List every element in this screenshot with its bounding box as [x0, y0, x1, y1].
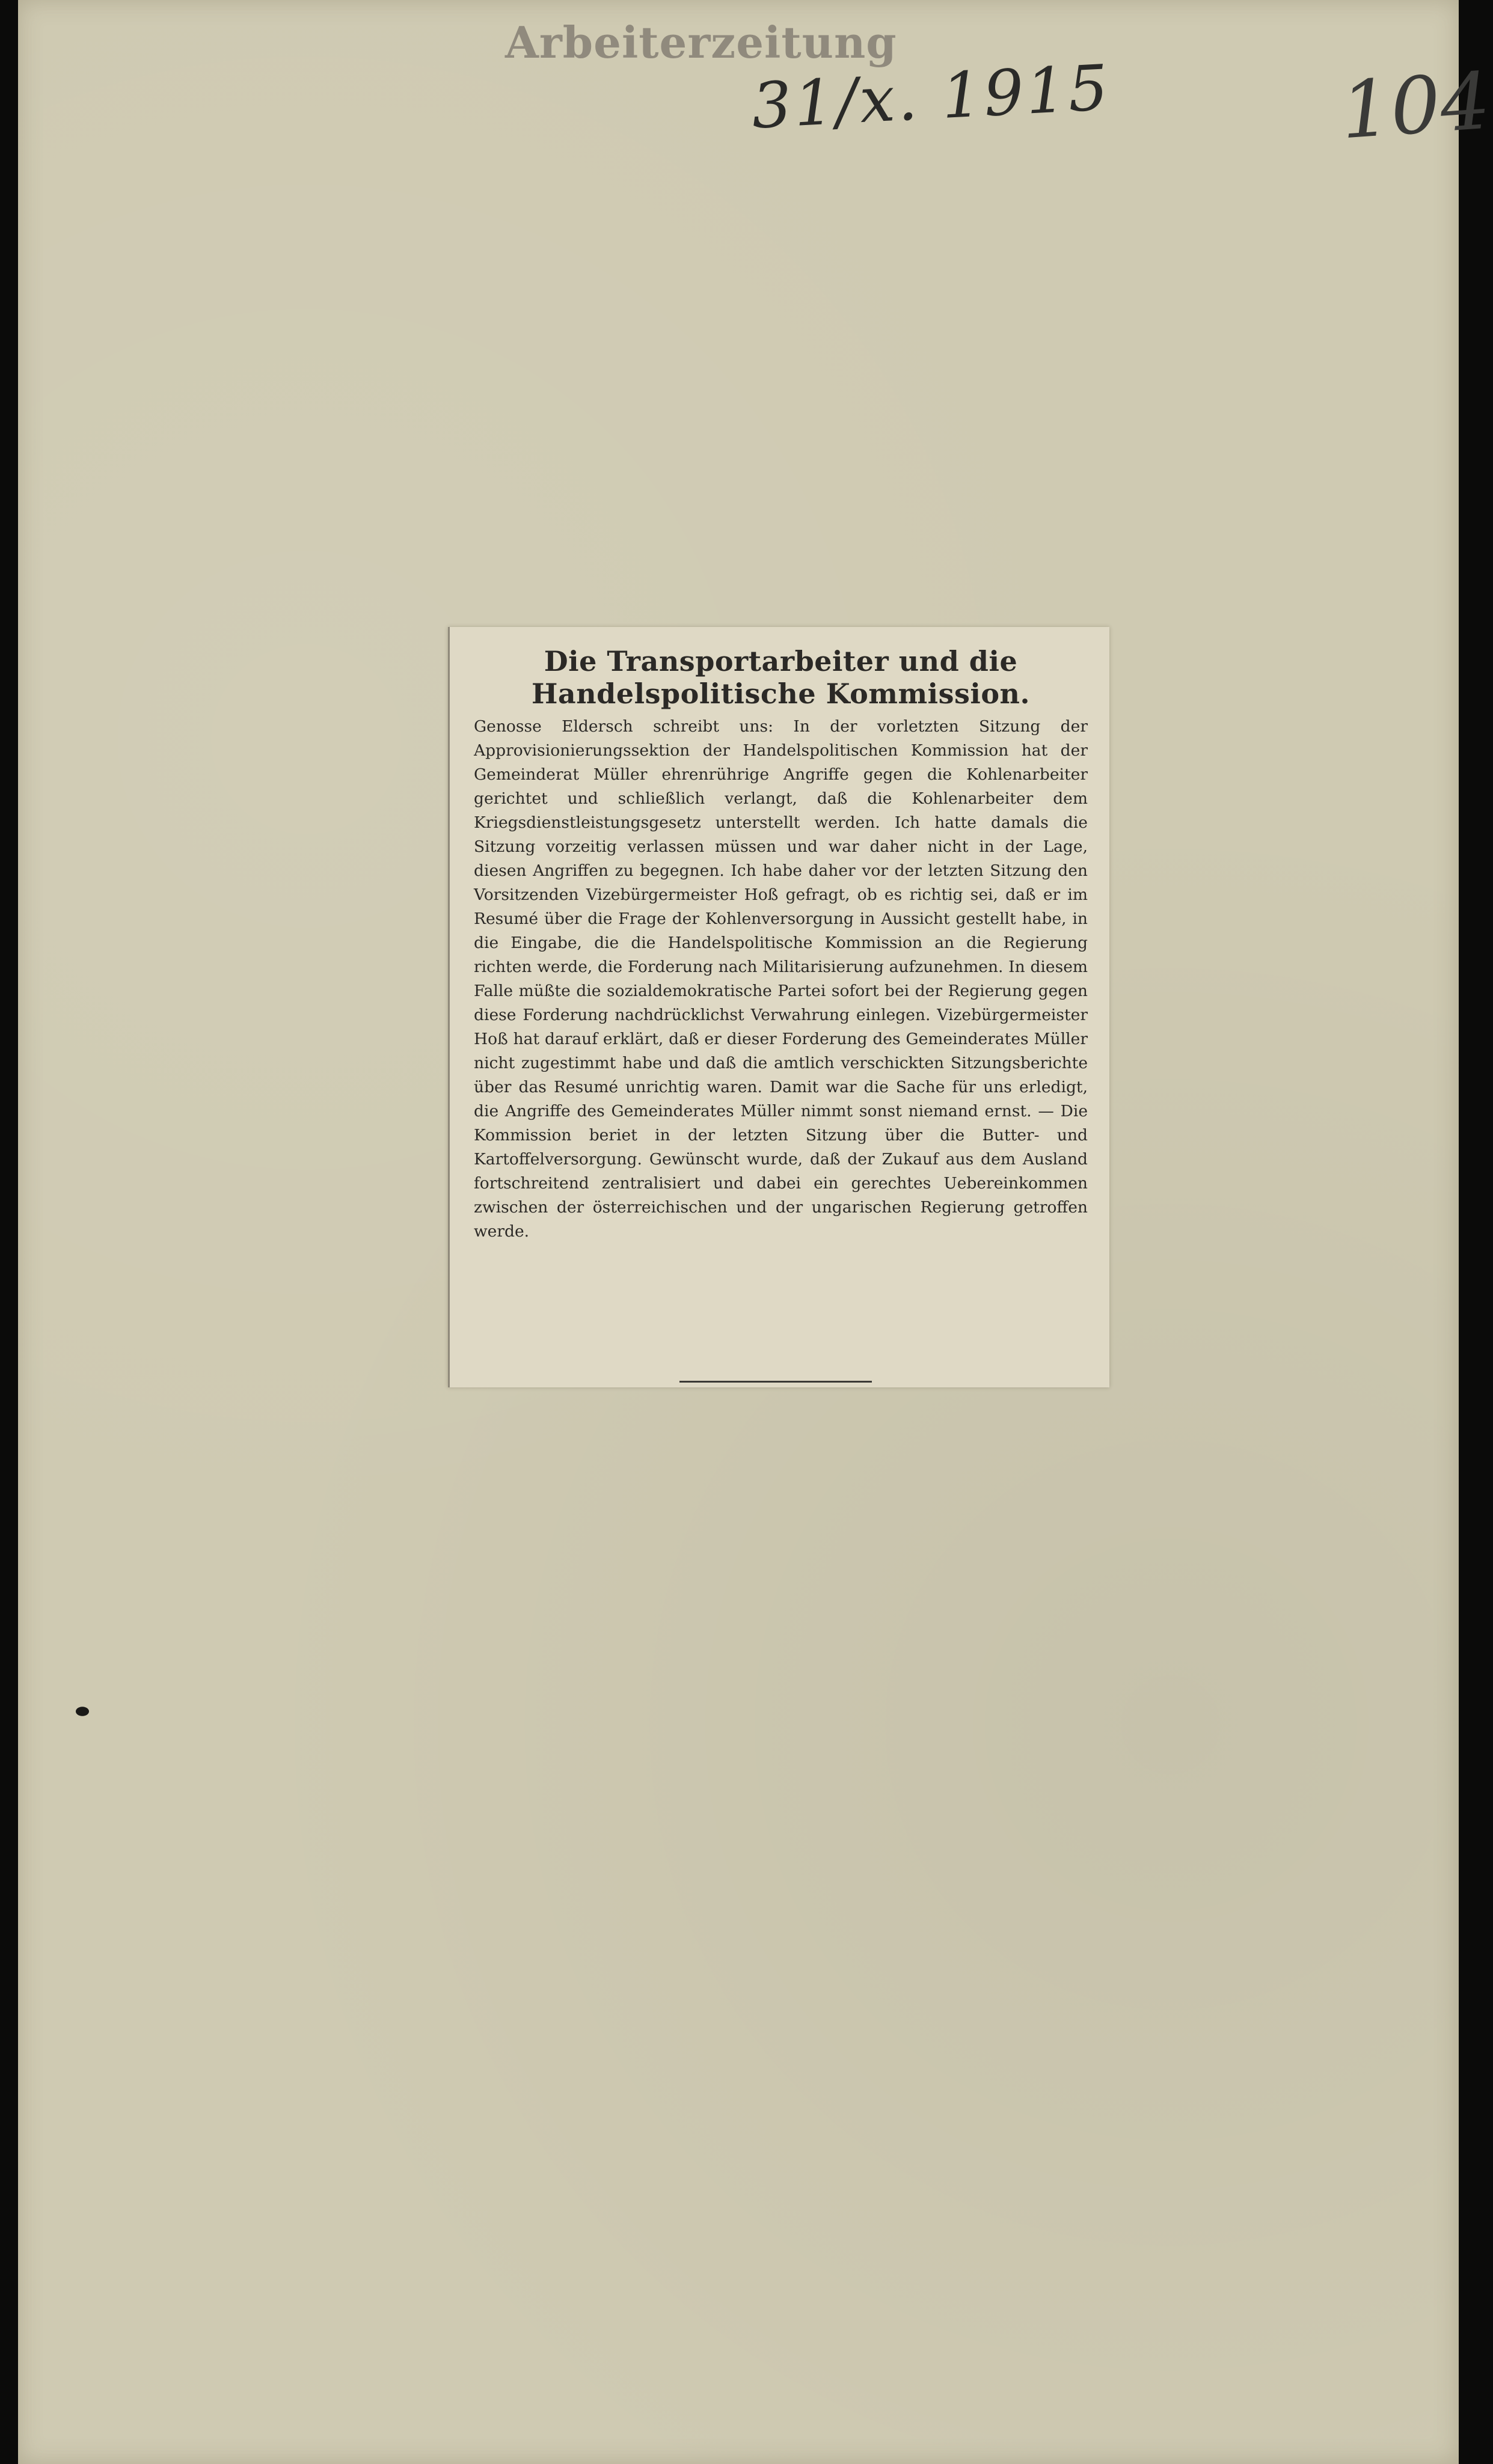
- folio-number: 104: [1338, 55, 1493, 157]
- article-body: Genosse Eldersch schreibt uns: In der vorletzten Sitzung der Approvisionierungssektion der Handelspolitischen Kommission hat der Gemeinderat Müller ehrenrührige Angriffe gegen die Kohlenarbeiter gerichtet und schließlich verlangt, daß die Kohlenarbeiter dem Kriegsdienstleistungsgesetz unterstellt werden. Ich hatte damals die Sitzung vorzeitig verlassen müssen und war daher nicht in der Lage, diesen Angriffen zu begegnen. Ich habe daher vor der letzten Sitzung den Vorsitzenden Vizebürgermeister Hoß gefragt, ob es richtig sei, daß er im Resumé über die Frage der Kohlenversorgung in Aussicht gestellt habe, in die Eingabe, die die Handelspolitische Kommission an die Regierung richten werde, die Forderung nach Militarisierung aufzunehmen. In diesem Falle müßte die sozialdemokratische Partei sofort bei der Regierung gegen diese Forderung nachdrücklichst Verwahrung einlegen. Vizebürgermeister Hoß hat darauf erklärt, daß er dieser Forderung des Gemeinderates Müller nicht zugestimmt habe und daß die amtlich verschickten Sitzungsberichte über das Resumé unrichtig waren. Damit war die Sache für uns erledigt, die Angriffe des Gemeinderates Müller nimmt sonst niemand ernst. — Die Kommission beriet in der letzten Sitzung über die Butter- und Kartoffelversorgung. Gewünscht wurde, daß der Zukauf aus dem Ausland fortschreitend zentralisiert und dabei ein gerechtes Uebereinkommen zwischen der österreichischen und der ungarischen Regierung getroffen werde.: [474, 717, 1088, 1241]
- article-headline: Die Transportarbeiter und die Handelspolitische Kommission.: [531, 645, 1031, 710]
- handwritten-date: 31/x. 1915: [750, 50, 1112, 143]
- newspaper-stamp: Arbeiterzeitung: [505, 17, 897, 68]
- archive-sheet: [18, 0, 1493, 2464]
- separator-rule: [679, 1381, 872, 1383]
- punch-hole: [76, 1707, 89, 1716]
- newspaper-clipping: [448, 627, 1109, 1387]
